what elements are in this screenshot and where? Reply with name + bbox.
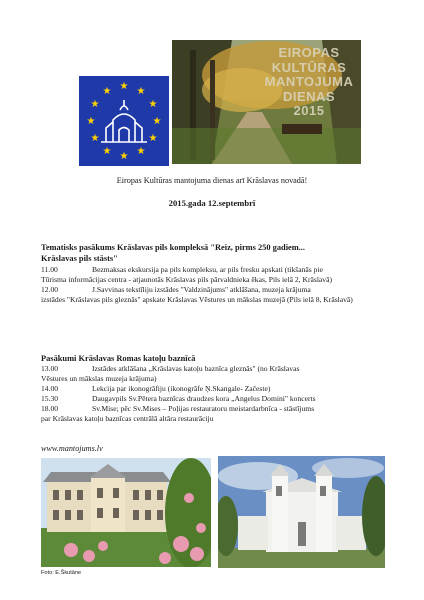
photo-overlay-title: [260, 46, 358, 119]
event-text: Bezmaksas ekskursija pa pils kompleksu, ar pils fresku apskati (tikšanās pie: [92, 265, 323, 274]
heritage-days-photo: [172, 40, 361, 164]
event-time: 14.00: [41, 384, 59, 393]
event-text: Izstādes atklāšana „Krāslavas katoļu baznīca gleznās" (no Krāslavas: [92, 364, 300, 373]
overlay-line-3: MANTOJUMA: [264, 74, 354, 89]
manor-photo: [41, 458, 211, 567]
event-text-continued: izstādes "Krāslavas pils gleznās" apskate Krāslavas Vēstures un mākslas muzejā (Pils ielā 8, Krāslavā): [41, 295, 353, 304]
event-item: [41, 265, 383, 285]
eu-stars-castle-icon: [79, 76, 169, 166]
event-time: 11.00: [41, 265, 58, 274]
svg-text:★: ★: [136, 86, 146, 97]
svg-text:★: ★: [152, 116, 162, 127]
event-item: [41, 384, 383, 394]
event-text: Lekcija par ikonogrāfiju (ikonogrāfe Ņ.Skangale- Začeste): [92, 384, 271, 393]
svg-text:★: ★: [148, 133, 158, 144]
church-photo: [218, 456, 385, 568]
event-text-continued: Tūrisma informācijas centra - atjaunotās Krāslavas pils pārvaldnieka ēkas, Pils ielā 2, Krāslavā): [41, 275, 332, 284]
event-date: 2015.gada 12.septembrī: [168, 198, 256, 208]
website-link[interactable]: www.mantojums.lv: [41, 444, 103, 453]
svg-text:★: ★: [102, 146, 112, 157]
event-time: 18.00: [41, 404, 59, 413]
event-text: Daugavpils Sv.Pētera baznīcas draudzes kora „Angelus Domini" koncerts: [92, 394, 316, 403]
event-time: 15.30: [41, 394, 59, 403]
svg-text:★: ★: [148, 99, 158, 110]
overlay-line-2: KULTŪRAS: [271, 59, 347, 75]
section-castle-title-line1: Tematisks pasākums Krāslavas pils kompleksā "Reiz, pirms 250 gadiem...: [41, 243, 305, 252]
event-item: [41, 394, 383, 404]
svg-text:★: ★: [119, 81, 129, 92]
event-item: [41, 285, 383, 305]
svg-text:★: ★: [102, 86, 112, 97]
svg-text:★: ★: [86, 116, 96, 127]
svg-text:★: ★: [119, 151, 129, 162]
event-text-continued: Vēstures un mākslas muzeja krājuma): [41, 374, 157, 383]
section-castle-title-line2: Krāslavas pils stāsts": [41, 254, 118, 263]
intro-text: Eiropas Kultūras mantojuma dienas arī Krāslavas novadā!: [116, 176, 308, 185]
event-text: Sv.Mise; pēc Sv.Mises – Poļijas restauratoru meistardarbnīca - stāstījums: [92, 404, 315, 413]
event-item: [41, 404, 383, 424]
section-church: [41, 353, 383, 424]
event-item: [41, 364, 383, 384]
event-text: J.Savvinas tekstīliju izstādes "Valdzinājums" atklāšana, muzeja krājuma: [92, 285, 311, 294]
eu-heritage-logo: [79, 76, 169, 166]
svg-text:★: ★: [136, 146, 146, 157]
event-time: 12.00: [41, 285, 59, 294]
svg-text:★: ★: [90, 99, 100, 110]
section-castle: [41, 242, 383, 305]
section-church-title: Pasākumi Krāslavas Romas katoļu baznīcā: [41, 354, 196, 363]
svg-text:★: ★: [90, 133, 100, 144]
overlay-line-1: EIROPAS: [278, 45, 340, 60]
photo-credit: Foto: E.Škutāne: [41, 570, 82, 576]
overlay-line-5: 2015: [293, 103, 325, 118]
overlay-line-4: DIENAS: [282, 88, 336, 104]
event-time: 13.00: [41, 364, 59, 373]
event-text-continued: par Krāslavas katoļu baznīcas centrālā altāra restaurāciju: [41, 414, 214, 423]
